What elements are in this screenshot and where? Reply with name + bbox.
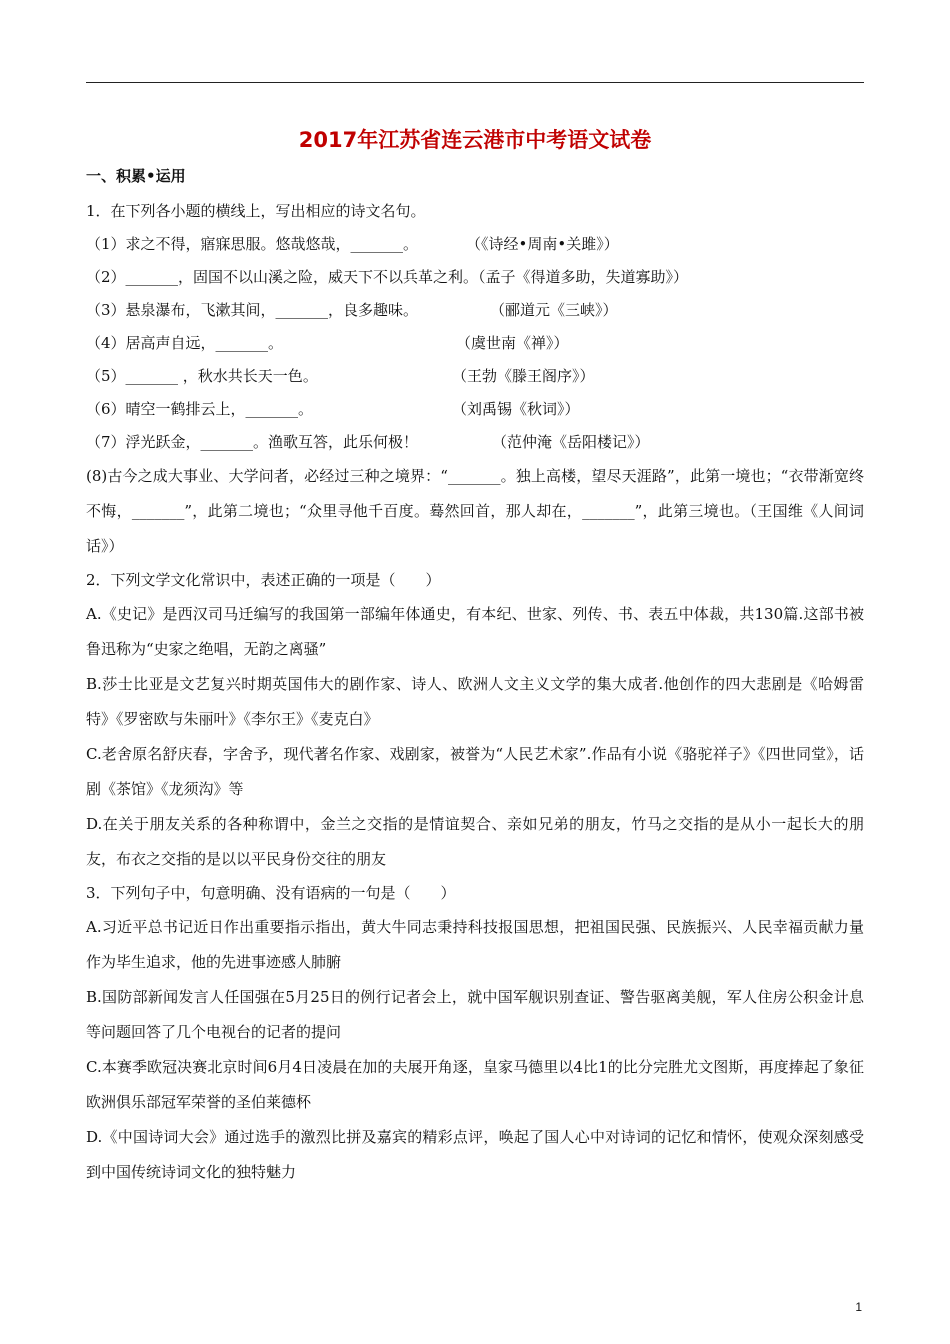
section-heading: 一、积累•运用 — [86, 167, 186, 185]
q1-item-8: (8)古今之成大事业、大学问者，必经过三种之境界：“_______。独上高楼，望尽天涯路”，此第一境也；“衣带渐宽终不悔，_______”，此第二境也；“众里寻他千百度。蓦然回首，那人却在，_______”，此第三境也。（王国维《人间词话》） — [86, 467, 864, 555]
q1-item-text: （5）_______ ，秋水共长天一色。 — [86, 367, 318, 385]
header-rule — [86, 82, 864, 83]
q1-item — [86, 426, 864, 459]
question-1-stem: 1．在下列各小题的横线上，写出相应的诗文名句。 — [86, 202, 426, 220]
q3-option-d: D.《中国诗词大会》通过选手的激烈比拼及嘉宾的精彩点评，唤起了国人心中对诗词的记忆和情怀，使观众深刻感受到中国传统诗词文化的独特魅力 — [86, 1128, 864, 1181]
q2-option-b: B.莎士比亚是文艺复兴时期英国伟大的剧作家、诗人、欧洲人文主义文学的集大成者.他创作的四大悲剧是《哈姆雷特》《罗密欧与朱丽叶》《李尔王》《麦克白》 — [86, 675, 864, 728]
q1-item-text: （4）居高声自远，_______。 — [86, 334, 284, 352]
q2-option-d: D.在关于朋友关系的各种称谓中，金兰之交指的是情谊契合、亲如兄弟的朋友，竹马之交指的是从小一起长大的朋友，布衣之交指的是以以平民身份交往的朋友 — [86, 815, 864, 868]
q1-item-source: （范仲淹《岳阳楼记》） — [492, 433, 650, 451]
q1-item — [86, 228, 864, 261]
q1-item-text: （6）晴空一鹤排云上，_______。 — [86, 400, 314, 418]
q1-item-text: （1）求之不得，寤寐思服。悠哉悠哉，_______。 — [86, 235, 419, 253]
q1-item — [86, 294, 864, 327]
q1-item-text: （3）悬泉瀑布，飞漱其间，_______，良多趣味。 — [86, 301, 419, 319]
q1-item-source: （王勃《滕王阁序》） — [452, 367, 595, 385]
question-3-stem: 3．下列句子中，句意明确、没有语病的一句是（ ） — [86, 884, 456, 902]
q1-item-source: （郦道元《三峡》） — [490, 301, 618, 319]
question-2-stem: 2．下列文学文化常识中，表述正确的一项是（ ） — [86, 571, 441, 589]
page-title: 2017年江苏省连云港市中考语文试卷 — [298, 128, 652, 152]
q1-item — [86, 327, 864, 360]
q1-item — [86, 261, 864, 294]
q1-item — [86, 360, 864, 393]
q3-option-c: C.本赛季欧冠决赛北京时间6月4日凌晨在加的夫展开角逐，皇家马德里以4比1的比分完胜尤文图斯，再度捧起了象征欧洲俱乐部冠军荣誉的圣伯莱德杯 — [86, 1058, 864, 1111]
q2-option-c: C.老舍原名舒庆春，字舍予，现代著名作家、戏剧家，被誉为“人民艺术家”.作品有小说《骆驼祥子》《四世同堂》，话剧《茶馆》《龙须沟》等 — [86, 745, 864, 798]
q3-option-a: A.习近平总书记近日作出重要指示指出，黄大牛同志秉持科技报国思想，把祖国民强、民族振兴、人民幸福贡献力量作为毕生追求，他的先进事迹感人肺腑 — [86, 918, 864, 971]
q1-item — [86, 393, 864, 426]
exam-body — [86, 195, 864, 1190]
q1-item-source: （《诗经•周南•关雎》） — [466, 235, 619, 253]
q1-item-source: （虞世南《禅》） — [456, 334, 569, 352]
q1-item-text: （2）_______，固国不以山溪之险，威天下不以兵革之利。（孟子《得道多助，失道寡助》） — [86, 268, 689, 286]
q3-option-b: B.国防部新闻发言人任国强在5月25日的例行记者会上，就中国军舰识别查证、警告驱离美舰，军人住房公积金计息等问题回答了几个电视台的记者的提问 — [86, 988, 864, 1041]
q2-option-a: A.《史记》是西汉司马迁编写的我国第一部编年体通史，有本纪、世家、列传、书、表五中体裁，共130篇.这部书被鲁迅称为“史家之绝唱，无韵之离骚” — [86, 605, 864, 658]
page-number: 1 — [855, 1300, 862, 1314]
q1-item-text: （7）浮光跃金，_______。渔歌互答，此乐何极！ — [86, 433, 419, 451]
q1-item-source: （刘禹锡《秋词》） — [452, 400, 580, 418]
